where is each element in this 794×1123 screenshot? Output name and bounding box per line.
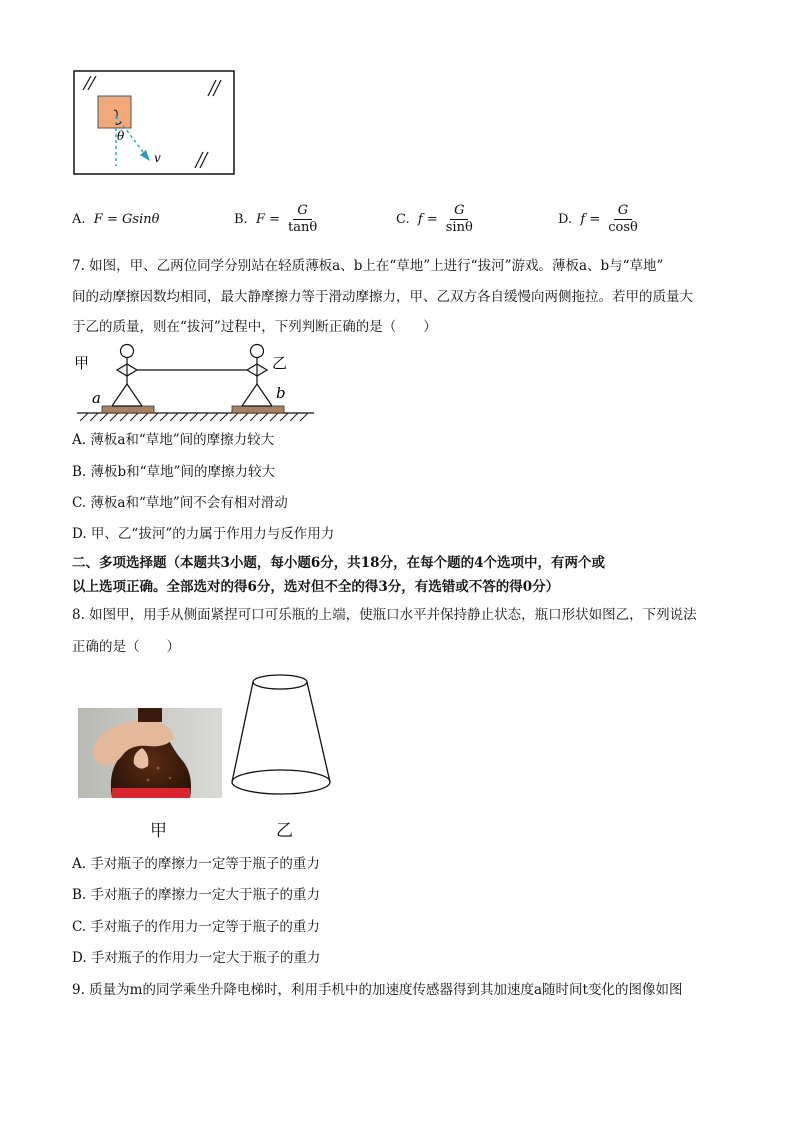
- q6-options: [72, 196, 732, 242]
- fraction-numerator: G: [450, 203, 468, 220]
- q8-option-b[interactable]: B. 手对瓶子的摩擦力一定大于瓶子的重力: [72, 887, 321, 903]
- person-left: [112, 345, 142, 407]
- label-b: b: [276, 384, 286, 402]
- top-ellipse: [253, 675, 307, 689]
- label-yi: 乙: [272, 354, 288, 372]
- fraction-denominator: cosθ: [608, 219, 638, 235]
- board-b: [232, 406, 284, 413]
- q6-option-d[interactable]: [558, 196, 642, 242]
- option-label: C.: [396, 211, 410, 227]
- q8-stem-line1: 8. 如图甲，用手从侧面紧捏可口可乐瓶的上端，使瓶口水平并保持静止状态，瓶口形状如图乙，下列说法: [72, 607, 697, 623]
- fraction: [604, 203, 642, 236]
- bottom-ellipse: [232, 770, 330, 794]
- q7-option-d[interactable]: D. 甲、乙“拔河”的力属于作用力与反作用力: [72, 526, 335, 542]
- label-jia: 甲: [74, 354, 90, 372]
- bottle-neck-shape: [226, 672, 344, 800]
- q8-option-c[interactable]: C. 手对瓶子的作用力一定等于瓶子的重力: [72, 919, 320, 935]
- person-right: [242, 345, 272, 407]
- q8-photo-figure: [78, 708, 222, 798]
- q8-shape-figure: [226, 672, 344, 800]
- q7-option-c[interactable]: C. 薄板a和“草地”间不会有相对滑动: [72, 495, 288, 511]
- right-side: [307, 682, 330, 782]
- q7-stem-line1: 7. 如图，甲、乙两位同学分别站在轻质薄板a、b上在“草地”上进行“拔河”游戏。薄板a、b与“草地”: [72, 258, 664, 274]
- equals: =: [269, 211, 281, 227]
- q6-figure-svg: [73, 70, 235, 175]
- theta-label: θ: [117, 129, 125, 143]
- section2-heading-line1: 二、多项选择题（本题共3小题，每小题6分，共18分，在每个题的4个选项中，有两个或: [72, 555, 605, 571]
- q8-stem-line2: 正确的是（ ）: [72, 639, 180, 655]
- option-expr: Gsinθ: [122, 211, 160, 227]
- option-lhs: F: [93, 211, 103, 227]
- q6-option-c[interactable]: [396, 196, 477, 242]
- q8-option-d[interactable]: D. 手对瓶子的作用力一定大于瓶子的重力: [72, 950, 321, 966]
- q7-figure: [72, 340, 317, 422]
- board-a: [102, 406, 154, 413]
- q7-stem-line3: 于乙的质量，则在“拔河”过程中，下列判断正确的是（ ）: [72, 319, 437, 335]
- q7-figure-svg: [72, 340, 317, 422]
- fig-label-yi: 乙: [276, 821, 293, 841]
- option-label: A.: [72, 211, 86, 227]
- fraction: [442, 203, 477, 236]
- equals: =: [106, 211, 118, 227]
- fraction: [284, 203, 321, 236]
- q9-stem-line1: 9. 质量为m的同学乘坐升降电梯时，利用手机中的加速度传感器得到其加速度a随时间t变化的图像如图: [72, 982, 683, 998]
- fraction-denominator: sinθ: [445, 219, 473, 235]
- q6-figure: [73, 70, 235, 175]
- fraction-denominator: tanθ: [288, 219, 318, 235]
- fig-label-jia: 甲: [150, 821, 167, 841]
- option-lhs: f: [580, 211, 586, 227]
- q6-option-b[interactable]: [234, 196, 321, 242]
- fraction-numerator: G: [293, 203, 311, 220]
- label-a: a: [92, 389, 101, 407]
- q7-stem-line2: 间的动摩擦因数均相同，最大静摩擦力等于滑动摩擦力，甲、乙双方各自缓慢向两侧拖拉。若甲的质量大: [72, 289, 693, 305]
- option-label: D.: [558, 211, 573, 227]
- option-lhs: F: [255, 211, 265, 227]
- option-lhs: f: [417, 211, 423, 227]
- v-label: v: [154, 151, 161, 165]
- fraction-numerator: G: [614, 203, 632, 220]
- equals: =: [426, 211, 438, 227]
- q6-option-a[interactable]: [72, 196, 159, 242]
- option-label: B.: [234, 211, 248, 227]
- q7-option-b[interactable]: B. 薄板b和“草地”间的摩擦力较大: [72, 464, 275, 480]
- q7-option-a[interactable]: A. 薄板a和“草地”间的摩擦力较大: [72, 432, 275, 448]
- section2-heading-line2: 以上选项正确。全部选对的得6分，选对但不全的得3分，有选错或不答的得0分）: [72, 579, 560, 595]
- ground-hatching: [80, 413, 308, 421]
- hand-bottle-photo: [78, 708, 222, 798]
- q8-option-a[interactable]: A. 手对瓶子的摩擦力一定等于瓶子的重力: [72, 856, 320, 872]
- block: [98, 96, 131, 128]
- equals: =: [589, 211, 601, 227]
- left-side: [232, 682, 253, 782]
